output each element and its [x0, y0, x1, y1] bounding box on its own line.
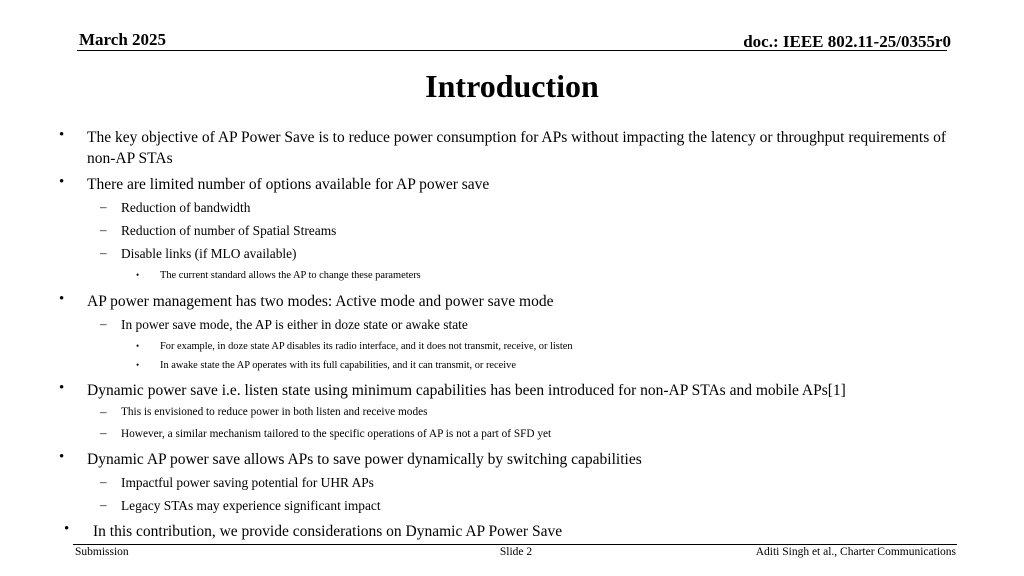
- bullet-3: AP power management has two modes: Active mode and power save mode: [87, 293, 554, 310]
- bullet-5-sub-1: Impactful power saving potential for UHR APs: [121, 475, 374, 490]
- dash-marker: –: [100, 425, 107, 440]
- bullet-5-sub-2: Legacy STAs may experience significant impact: [121, 498, 381, 513]
- bullet-marker: •: [59, 291, 65, 307]
- bullet-4-sub-2: However, a similar mechanism tailored to the specific operations of AP is not a part of SFD yet: [121, 428, 552, 440]
- header-rule: [77, 50, 947, 51]
- header-date: March 2025: [79, 30, 167, 49]
- bullet-marker: •: [59, 127, 65, 143]
- bullet-2-sub-3-detail: The current standard allows the AP to change these parameters: [160, 270, 421, 281]
- footer-rule: [73, 544, 957, 545]
- dash-marker: –: [100, 222, 107, 237]
- footer-slide-number: Slide 2: [499, 546, 533, 558]
- dash-marker: –: [100, 497, 107, 512]
- bullet-2-sub-3: Disable links (if MLO available): [121, 246, 297, 261]
- bullet-marker: •: [59, 380, 65, 396]
- bullet-marker: •: [59, 174, 65, 190]
- bullet-2: There are limited number of options available for AP power save: [87, 176, 490, 193]
- bullet-3-sub-1: In power save mode, the AP is either in doze state or awake state: [121, 317, 468, 332]
- bullet-1: The key objective of AP Power Save is to reduce power consumption for APs without impacting the latency or throughput requirements of non-AP STAs: [87, 129, 947, 167]
- header-doc-id: doc.: IEEE 802.11-25/0355r0: [743, 32, 951, 51]
- bullet-3-sub-1-detail-b: In awake state the AP operates with its full capabilities, and it can transmit, or receive: [160, 360, 516, 371]
- footer-submission: Submission: [75, 546, 129, 558]
- bullet-marker: •: [136, 270, 140, 280]
- bullet-marker: •: [59, 449, 65, 465]
- bullet-5: Dynamic AP power save allows APs to save power dynamically by switching capabilities: [87, 451, 642, 468]
- slide-title: Introduction: [425, 68, 599, 104]
- bullet-2-sub-2: Reduction of number of Spatial Streams: [121, 223, 337, 238]
- bullet-2-sub-1: Reduction of bandwidth: [121, 200, 251, 215]
- footer-author: Aditi Singh et al., Charter Communications: [755, 546, 956, 558]
- bullet-4-sub-1: This is envisioned to reduce power in both listen and receive modes: [121, 406, 428, 418]
- bullet-4: Dynamic power save i.e. listen state using minimum capabilities has been introduced for non-AP STAs and mobile APs[1]: [87, 382, 846, 399]
- bullet-marker: •: [136, 360, 140, 370]
- dash-marker: –: [100, 474, 107, 489]
- bullet-marker: •: [136, 341, 140, 351]
- bullet-6: In this contribution, we provide considerations on Dynamic AP Power Save: [93, 523, 563, 540]
- dash-marker: –: [100, 316, 107, 331]
- dash-marker: –: [100, 199, 107, 214]
- bullet-3-sub-1-detail-a: For example, in doze state AP disables its radio interface, and it does not transmit, receive, or listen: [160, 341, 573, 352]
- bullet-marker: •: [64, 521, 70, 537]
- dash-marker: –: [100, 404, 107, 419]
- dash-marker: –: [100, 245, 107, 260]
